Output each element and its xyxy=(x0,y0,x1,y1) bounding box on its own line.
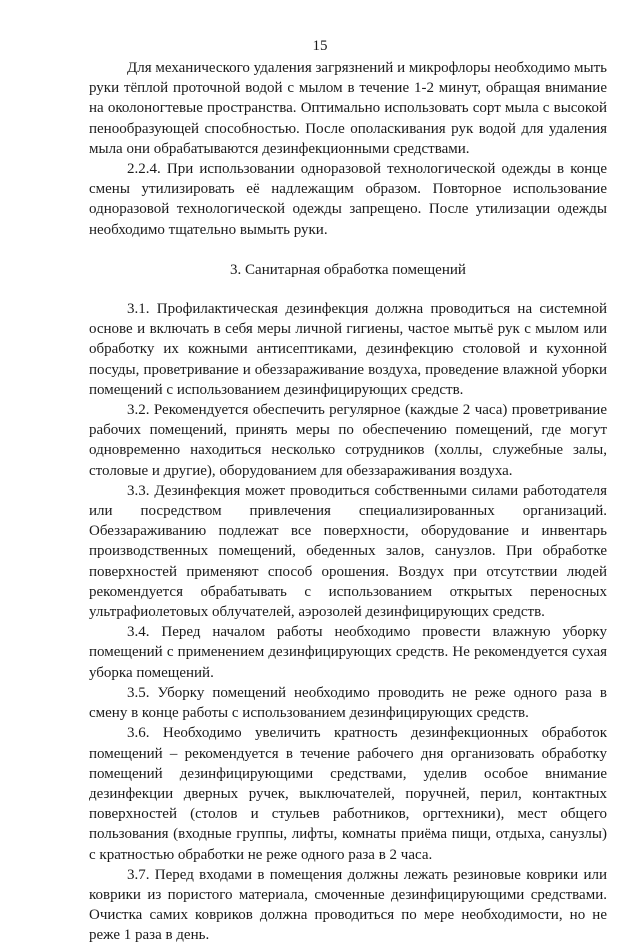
paragraph-3-4: 3.4. Перед началом работы необходимо провести влажную уборку помещений с применением дезинфицирующих средств. Не рекомендуется сухая уборка помещений. xyxy=(89,624,607,681)
paragraph-3-2: 3.2. Рекомендуется обеспечить регулярное (каждые 2 часа) проветривание рабочих помещений, принять меры по обеспечению помещений, где могут одновременно находиться несколько сотрудников (холлы, служебные залы, столовые и другие), оборудованием для обеззараживания воздуха. xyxy=(89,402,607,479)
document-body xyxy=(89,58,607,946)
paragraph-2-2-4: 2.2.4. При использовании одноразовой технологической одежды в конце смены утилизировать её надлежащим образом. Повторное использование одноразовой технологической одежды запрещено. После утилизации одежды необходимо тщательно вымыть руки. xyxy=(89,161,607,238)
page-number: 15 xyxy=(312,38,328,54)
section-heading: 3. Санитарная обработка помещений xyxy=(230,261,466,278)
paragraph-3-6: 3.6. Необходимо увеличить кратность дезинфекционных обработок помещений – рекомендуется в течение рабочего дня организовать обработку помещений дезинфицирующими средствами, уделив особое внимание дезинфекции дверных ручек, выключателей, поручней, перил, контактных поверхностей (столов и стульев работников, оргтехники), мест общего пользования (входные группы, лифты, комнаты приёма пищи, отдыха, санузлы) с кратностью обработки не реже одного раза в 2 часа. xyxy=(89,725,607,863)
paragraph-3-1: 3.1. Профилактическая дезинфекция должна проводиться на системной основе и включать в себя меры личной гигиены, частое мытьё рук с мылом или обработку их кожными антисептиками, дезинфекцию столовой и кухонной посуды, проветривание и обеззараживание воздуха, проведение влажной уборки помещений с использованием дезинфицирующих средств. xyxy=(89,301,607,398)
paragraph-3-7: 3.7. Перед входами в помещения должны лежать резиновые коврики или коврики из пористого материала, смоченные дезинфицирующими средствами. Очистка самих ковриков должна проводиться по мере необходимости, но не реже 1 раза в день. xyxy=(89,866,607,944)
paragraph-3-5: 3.5. Уборку помещений необходимо проводить не реже одного раза в смену в конце работы с использованием дезинфицирующих средств. xyxy=(89,684,607,722)
paragraph-3-3: 3.3. Дезинфекция может проводиться собственными силами работодателя или посредством привлечения специализированных организаций. Обеззараживанию подлежат все поверхности, оборудование и инвентарь производственных помещений, обеденных залов, санузлов. При обработке поверхностей применяют способ орошения. Воздух при отсутствии людей рекомендуется обрабатывать с использованием открытых переносных ультрафиолетовых облучателей, аэрозолей дезинфицирующих средств. xyxy=(89,482,607,621)
paragraph-handwashing: Для механического удаления загрязнений и микрофлоры необходимо мыть руки тёплой проточной водой с мылом в течение 1-2 минут, обращая внимание на околоногтевые пространства. Оптимально использовать сорт мыла с высокой пенообразующей способностью. После ополаскивания рук водой для удаления мыла они обрабатываются дезинфекционными средствами. xyxy=(89,60,607,157)
